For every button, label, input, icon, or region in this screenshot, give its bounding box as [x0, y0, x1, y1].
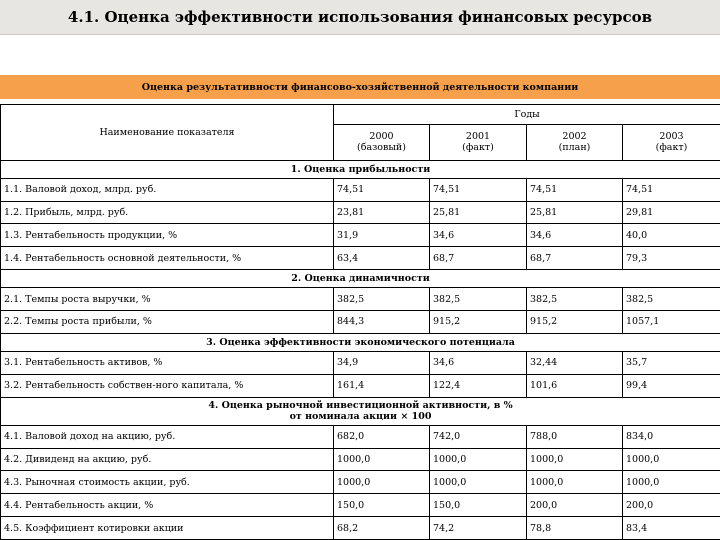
value-cell-2002: 200,0: [527, 494, 623, 517]
table-row: [1, 224, 720, 247]
value-cell-2001: 68,7: [430, 247, 527, 270]
value-cell-2001: 915,2: [430, 310, 527, 333]
value-cell-2001: 1000,0: [430, 471, 527, 494]
value-cell-2002: 915,2: [527, 310, 623, 333]
year-note: (факт): [462, 142, 494, 154]
value-cell-2000: 68,2: [334, 517, 430, 540]
indicator-name: 4.5. Коэффициент котировки акции: [1, 517, 334, 540]
value-cell-2003: 382,5: [623, 288, 720, 311]
year-header-2000: [334, 125, 430, 160]
section-title: [1, 160, 720, 178]
value-cell-2001: 34,6: [430, 224, 527, 247]
section-title: [1, 269, 720, 287]
value-cell-2000: 34,9: [334, 351, 430, 374]
column-header-name: Наименование показателя: [1, 105, 334, 161]
table-row: [1, 178, 720, 201]
section-row: [1, 160, 720, 178]
year-label: 2002: [562, 131, 587, 143]
value-cell-2000: 844,3: [334, 310, 430, 333]
indicator-name: 1.1. Валовой доход, млрд. руб.: [1, 178, 334, 201]
value-cell-2002: 1000,0: [527, 471, 623, 494]
value-cell-2001: 742,0: [430, 425, 527, 448]
table-row: [1, 201, 720, 224]
value-cell-2001: 74,2: [430, 517, 527, 540]
value-cell-2002: 34,6: [527, 224, 623, 247]
value-cell-2002: 78,8: [527, 517, 623, 540]
indicator-name: 4.3. Рыночная стоимость акции, руб.: [1, 471, 334, 494]
table-caption: Оценка результативности финансово-хозяйственной деятельности компании: [141, 81, 579, 93]
year-note: (базовый): [357, 142, 406, 154]
section-title-line: 4. Оценка рыночной инвестиционной активности, в %: [208, 400, 513, 412]
section-title: [1, 397, 720, 425]
value-cell-2003: 29,81: [623, 201, 720, 224]
value-cell-2003: 1057,1: [623, 310, 720, 333]
indicator-name: 2.1. Темпы роста выручки, %: [1, 288, 334, 311]
value-cell-2000: 23,81: [334, 201, 430, 224]
section-title: [1, 333, 720, 351]
value-cell-2002: 382,5: [527, 288, 623, 311]
year-label: 2003: [659, 131, 684, 143]
value-cell-2000: 63,4: [334, 247, 430, 270]
value-cell-2003: 74,51: [623, 178, 720, 201]
value-cell-2002: 74,51: [527, 178, 623, 201]
value-cell-2000: 382,5: [334, 288, 430, 311]
year-header-2001: [430, 125, 527, 160]
value-cell-2001: 1000,0: [430, 448, 527, 471]
table-caption-bar: [0, 75, 720, 99]
value-cell-2003: 35,7: [623, 351, 720, 374]
value-cell-2003: 83,4: [623, 517, 720, 540]
table-row: [1, 351, 720, 374]
value-cell-2002: 101,6: [527, 374, 623, 397]
table-row: [1, 247, 720, 270]
section-title-line: от номинала акции × 100: [289, 411, 432, 423]
indicator-name: 4.1. Валовой доход на акцию, руб.: [1, 425, 334, 448]
indicator-name: 4.2. Дивиденд на акцию, руб.: [1, 448, 334, 471]
year-label: 2001: [465, 131, 491, 143]
value-cell-2001: 34,6: [430, 351, 527, 374]
indicator-name: 1.4. Рентабельность основной деятельности, %: [1, 247, 334, 270]
value-cell-2003: 834,0: [623, 425, 720, 448]
header-row: [1, 105, 720, 125]
value-cell-2002: 788,0: [527, 425, 623, 448]
year-note: (факт): [655, 142, 688, 154]
table-row: [1, 310, 720, 333]
value-cell-2001: 150,0: [430, 494, 527, 517]
value-cell-2000: 150,0: [334, 494, 430, 517]
section-row: [1, 333, 720, 351]
table-row: [1, 517, 720, 540]
value-cell-2000: 74,51: [334, 178, 430, 201]
results-table-body: [1, 105, 720, 540]
value-cell-2000: 1000,0: [334, 448, 430, 471]
column-header-years: Годы: [334, 105, 720, 125]
value-cell-2000: 682,0: [334, 425, 430, 448]
value-cell-2000: 31,9: [334, 224, 430, 247]
value-cell-2001: 74,51: [430, 178, 527, 201]
table-row: [1, 494, 720, 517]
year-header-2003: [623, 125, 720, 160]
value-cell-2001: 122,4: [430, 374, 527, 397]
value-cell-2002: 1000,0: [527, 448, 623, 471]
value-cell-2002: 25,81: [527, 201, 623, 224]
section-title-line: 3. Оценка эффективности экономического потенциала: [206, 336, 515, 348]
table-row: [1, 448, 720, 471]
value-cell-2003: 200,0: [623, 494, 720, 517]
section-title-line: 1. Оценка прибыльности: [290, 163, 431, 175]
table-row: [1, 471, 720, 494]
value-cell-2003: 79,3: [623, 247, 720, 270]
results-table: [0, 104, 720, 540]
indicator-name: 3.2. Рентабельность собствен-ного капитала, %: [1, 374, 334, 397]
value-cell-2001: 382,5: [430, 288, 527, 311]
year-label: 2000: [369, 131, 394, 143]
indicator-name: 1.2. Прибыль, млрд. руб.: [1, 201, 334, 224]
value-cell-2003: 1000,0: [623, 471, 720, 494]
value-cell-2001: 25,81: [430, 201, 527, 224]
indicator-name: 3.1. Рентабельность активов, %: [1, 351, 334, 374]
section-row: [1, 269, 720, 287]
value-cell-2003: 40,0: [623, 224, 720, 247]
section-row: [1, 397, 720, 425]
value-cell-2002: 68,7: [527, 247, 623, 270]
table-row: [1, 288, 720, 311]
value-cell-2000: 161,4: [334, 374, 430, 397]
slide-title: 4.1. Оценка эффективности использования финансовых ресурсов: [67, 8, 653, 26]
section-title-line: 2. Оценка динамичности: [291, 273, 430, 285]
year-header-2002: [527, 125, 623, 160]
value-cell-2002: 32,44: [527, 351, 623, 374]
value-cell-2003: 1000,0: [623, 448, 720, 471]
table-row: [1, 425, 720, 448]
table-row: [1, 374, 720, 397]
indicator-name: 4.4. Рентабельность акции, %: [1, 494, 334, 517]
indicator-name: 2.2. Темпы роста прибыли, %: [1, 310, 334, 333]
value-cell-2000: 1000,0: [334, 471, 430, 494]
year-note: (план): [558, 142, 591, 154]
indicator-name: 1.3. Рентабельность продукции, %: [1, 224, 334, 247]
value-cell-2003: 99,4: [623, 374, 720, 397]
slide-title-bar: [0, 0, 720, 35]
